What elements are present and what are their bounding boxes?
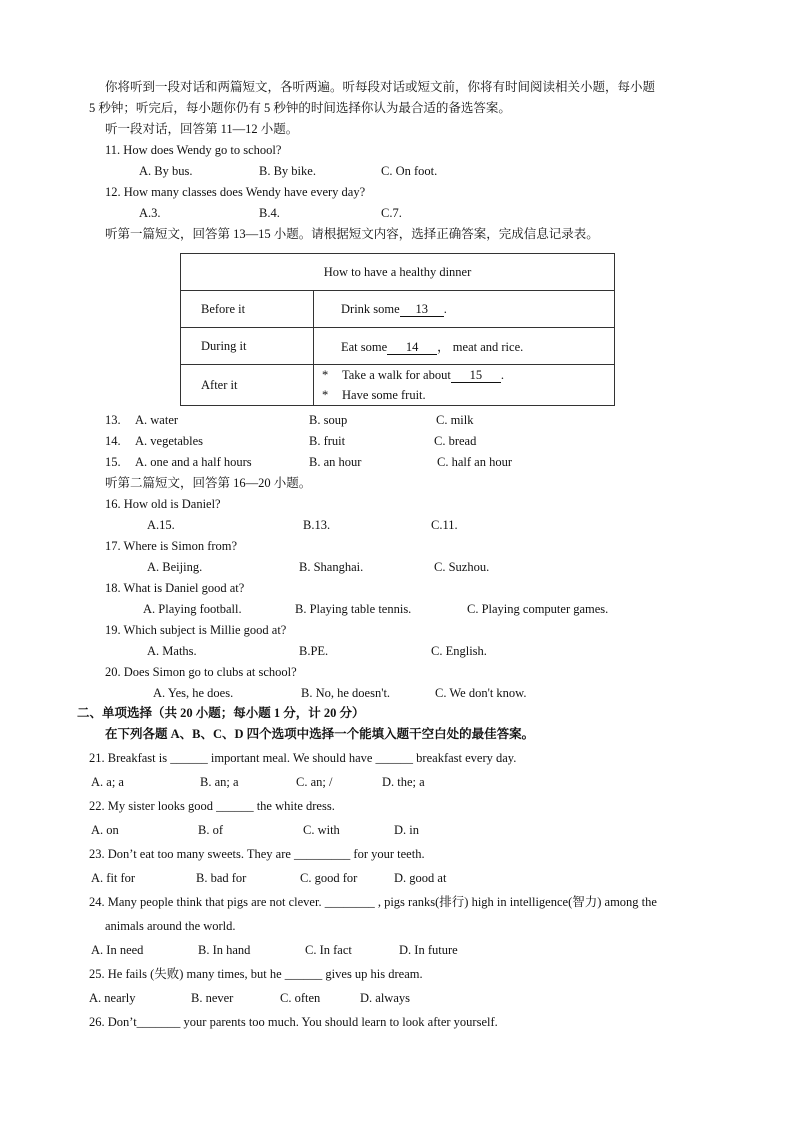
question-13-option-c[interactable]: C. milk [436,413,474,427]
question-13-option-b[interactable]: B. soup [309,413,348,427]
question-11-option-a[interactable]: A. By bus. [139,164,193,178]
question-22-stem: 22. My sister looks good ______ the white dress. [89,799,335,813]
question-19-option-c[interactable]: C. English. [431,644,487,658]
question-15-option-a[interactable]: A. one and a half hours [135,455,252,469]
question-24-option-c[interactable]: C. In fact [305,943,352,957]
question-23-option-c[interactable]: C. good for [300,871,358,885]
question-14-option-a[interactable]: A. vegetables [135,434,204,448]
question-13-number: 13. [105,413,121,427]
question-22-option-a[interactable]: A. on [91,823,119,837]
table-row-before [314,291,615,328]
question-17-stem: 17. Where is Simon from? [105,539,238,553]
question-25-option-c[interactable]: C. often [280,991,321,1005]
question-20-stem: 20. Does Simon go to clubs at school? [105,665,297,679]
table-row-after-end: . [500,368,504,382]
question-12-option-b[interactable]: B.4. [259,206,280,220]
question-16-stem: 16. How old is Daniel? [105,497,221,511]
question-12-stem: 12. How many classes does Wendy have every day? [105,185,366,199]
question-20-option-c[interactable]: C. We don't know. [435,686,527,700]
question-14-option-b[interactable]: B. fruit [309,434,346,448]
question-24-option-b[interactable]: B. In hand [198,943,251,957]
question-22-option-b[interactable]: B. of [198,823,223,837]
question-22-option-d[interactable]: D. in [394,823,419,837]
info-record-table [180,253,615,406]
question-26-stem: 26. Don’t_______ your parents too much. You should learn to look after yourself. [89,1015,498,1029]
question-23-stem: 23. Don’t eat too many sweets. They are _________ for your teeth. [89,847,425,861]
listening-intro-line1: 你将听到一段对话和两篇短文，各听两遍。听每段对话或短文前，你将有时间阅读相关小题，每小题 [105,80,656,94]
question-11-option-c[interactable]: C. On foot. [381,164,438,178]
question-24-stem-continued: animals around the world. [105,919,236,933]
question-21-option-b[interactable]: B. an; a [200,775,239,789]
question-21-option-a[interactable]: A. a; a [91,775,124,789]
question-12-option-a[interactable]: A.3. [139,206,161,220]
passage1-intro: 听第一篇短文，回答第 13—15 小题。请根据短文内容，选择正确答案，完成信息记录表。 [105,227,599,241]
question-21-stem: 21. Breakfast is ______ important meal. We should have ______ breakfast every day. [89,751,517,765]
question-22-option-c[interactable]: C. with [303,823,340,837]
question-23-option-b[interactable]: B. bad for [196,871,247,885]
bullet-star: * [322,388,329,402]
blank-13[interactable]: 13 [400,302,444,317]
question-24-stem: 24. Many people think that pigs are not clever. ________ , pigs ranks(排行) high in intelligence(智力) among the [89,895,657,909]
question-25-option-b[interactable]: B. never [191,991,234,1005]
question-18-stem: 18. What is Daniel good at? [105,581,245,595]
question-24-option-d[interactable]: D. In future [399,943,458,957]
blank-15[interactable]: 15 [451,368,501,383]
table-row-before-text: Drink some [341,301,400,316]
question-16-option-c[interactable]: C.11. [431,518,458,532]
section2-heading: 二、单项选择（共 20 小题；每小题 1 分，计 20 分） [77,706,365,720]
table-row-label-before: Before it [181,291,314,328]
table-row-after-line1 [322,365,614,385]
table-row-during-end: ， meat and rice. [437,340,524,354]
table-row-after [314,365,615,406]
question-20-option-b[interactable]: B. No, he doesn't. [301,686,391,700]
dialogue-intro: 听一段对话，回答第 11—12 小题。 [105,122,299,136]
question-13-option-a[interactable]: A. water [135,413,179,427]
passage2-intro: 听第二篇短文，回答第 16—20 小题。 [105,476,312,490]
table-title: How to have a healthy dinner [181,254,615,291]
question-20-option-a[interactable]: A. Yes, he does. [153,686,234,700]
table-row-label-after: After it [181,365,314,406]
question-19-option-a[interactable]: A. Maths. [147,644,197,658]
question-17-option-b[interactable]: B. Shanghai. [299,560,364,574]
question-25-option-d[interactable]: D. always [360,991,410,1005]
question-17-option-a[interactable]: A. Beijing. [147,560,203,574]
question-15-option-b[interactable]: B. an hour [309,455,362,469]
listening-intro-line2: 5 秒钟；听完后，每小题你仍有 5 秒钟的时间选择你认为最合适的备选答案。 [89,101,511,115]
question-14-option-c[interactable]: C. bread [434,434,477,448]
question-18-option-a[interactable]: A. Playing football. [143,602,242,616]
question-23-option-d[interactable]: D. good at [394,871,447,885]
table-row-during [314,328,615,365]
question-15-option-c[interactable]: C. half an hour [437,455,512,469]
question-14-number: 14. [105,434,121,448]
question-25-option-a[interactable]: A. nearly [89,991,136,1005]
question-19-option-b[interactable]: B.PE. [299,644,329,658]
question-16-option-b[interactable]: B.13. [303,518,331,532]
question-17-option-c[interactable]: C. Suzhou. [434,560,490,574]
section2-instruction: 在下列各题 A、B、C、D 四个选项中选择一个能填入题干空白处的最佳答案。 [105,727,535,741]
question-23-option-a[interactable]: A. fit for [91,871,136,885]
question-21-option-c[interactable]: C. an; / [296,775,333,789]
question-19-stem: 19. Which subject is Millie good at? [105,623,287,637]
question-11-stem: 11. How does Wendy go to school? [105,143,282,157]
table-row-during-text: Eat some [341,340,388,354]
bullet-star: * [322,368,329,382]
question-18-option-b[interactable]: B. Playing table tennis. [295,602,412,616]
question-11-option-b[interactable]: B. By bike. [259,164,316,178]
table-row-after-line2 [322,385,614,405]
question-12-option-c[interactable]: C.7. [381,206,402,220]
table-row-after-text: Take a walk for about [342,368,451,382]
table-row-before-end: . [443,301,447,316]
table-row-after-text2: Have some fruit. [342,388,426,402]
question-21-option-d[interactable]: D. the; a [382,775,425,789]
question-15-number: 15. [105,455,121,469]
question-18-option-c[interactable]: C. Playing computer games. [467,602,609,616]
question-16-option-a[interactable]: A.15. [147,518,175,532]
blank-14[interactable]: 14 [387,340,437,355]
table-row-label-during: During it [181,328,314,365]
question-25-stem: 25. He fails (失败) many times, but he ______ gives up his dream. [89,967,423,981]
question-24-option-a[interactable]: A. In need [91,943,144,957]
